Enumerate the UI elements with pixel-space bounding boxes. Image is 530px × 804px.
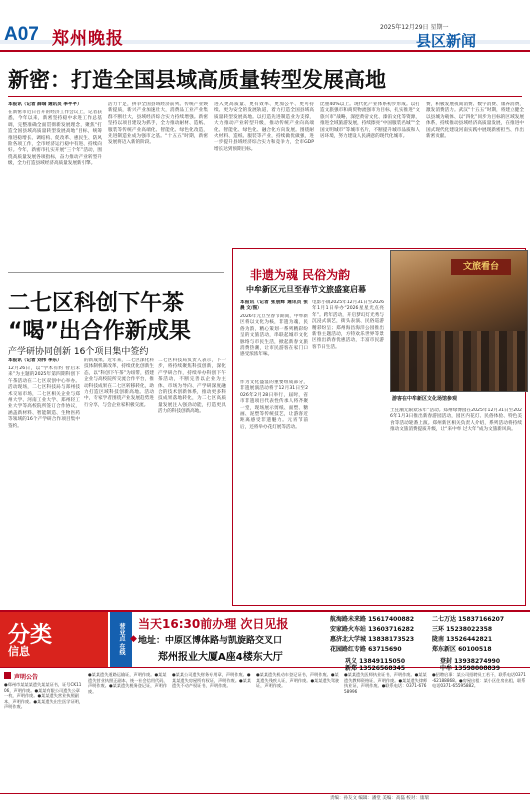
article3-col3: 电影小镇2025年12月31日至2026年1月1日举办“2026星星光点亮年”。跨年活动，开启梦幻灯光秀与沉浸式演艺，街头表演、民俗巡游精彩纷呈；郑州海昌海洋公园推出新春主题活动，方特欢乐世界等景区推出新春优惠活动，丰富市民游客节日生活。 [312, 300, 384, 350]
article3-col4: 土狂潮无限欢乐年”活动。郑州绿博园在2025年12月31日至2026年1月3日推出新春游园活动，园区内花灯、民俗体验、特色美食等活动轮番上演。郑州新区相关负责人介绍，系列活动将持续推动文旅消费提质升级，让“来中牟 过大年”成为文旅新风尚。 [390, 408, 522, 433]
paper-logo: 郑州晚报 [52, 29, 124, 49]
ad-address-2: 郑州报业大厦A座4楼东大厅 [158, 652, 283, 663]
article1-col4: 比重40%以上。现代化产业体系初步形成。以打造文旅强市和商贸物流强市为目标，扎实推进“文旅兴市”战略，深挖黄帝文化、溱洧文化等资源，推进全域旅游发展，持续擦亮“中国服装名城”“全国文明城市”等城市名片，不断提升城市品质和人居环境，努力建设人民满意的现代化城市。 [320, 102, 420, 140]
editors-line: 责编：孙友文 编辑：潘堂 美编：高磊 校对：康瑞 [330, 796, 429, 801]
classifieds-head: 声明公告 [14, 674, 39, 681]
divider [8, 272, 224, 273]
ad-headline: 当天16:30前办理 次日见报 [138, 617, 289, 631]
ad-phone: 航海路未来路 15617400882 [330, 616, 415, 623]
photo-caption: 游客在中牟新区文化场馆参观 [392, 396, 458, 402]
classifieds-col5: ●某某遗失医师执业证书，声明作废。●某某遗失教师资格证，声明作废。●某某遗失律师执业证，声明作废。●联系电话：0371-67658996 [344, 672, 428, 694]
location-icon: ◆ [130, 634, 137, 644]
ad-phone: 花园路红专路 63715690 [330, 646, 402, 653]
article2-headline-1: 二七区科创下午茶 [8, 291, 185, 316]
ad-title: 分类 [8, 623, 53, 648]
article3-col1: 2026年元旦至春节期间，中牟新区将以文化为核，非遗为魂，民俗为韵，精心策划一系列精彩纷呈的文旅活动，串联起城市文化脉络与市民生活，掀起新春文旅消费热潮，让市民游客在家门口感受浓浓年味。 [240, 314, 308, 358]
article2-headline-2: “喝”出合作新成果 [8, 319, 191, 344]
ad-phone: 中牟 13598008839 [440, 665, 501, 672]
article2-subhead: 产学研协同创新 16个项目集中签约 [8, 347, 149, 357]
article2-col1: 12月26日，以“学术有约 智启未来”为主题的2025年第四期科创下午茶活动在二七区双创中心举办。活动现场，二七区科技局与郑州技术交易市场，二七区相关企业与郑州大学、河南工业大学、郑州轻工业大学等高校院所签订合作协议，涵盖新材料、智能制造、生物医药等领域的16个产学研合作项目集中签约。 [8, 366, 80, 429]
article3-headline-2: 中牟新区元旦至春节文旅盛宴启幕 [246, 285, 366, 294]
ad-phone: 二七万达 15837166207 [432, 616, 505, 623]
ad-address-1: 地址：中原区博体路与凯旋路交叉口 [138, 636, 283, 646]
ad-label: 营业点 在线 [110, 612, 132, 667]
ad-phone: 新郑 13526568345 [345, 665, 406, 672]
article3-photo [390, 250, 528, 392]
ad-phone: 惠济北大学城 13838173523 [330, 636, 415, 643]
classifieds-col1: ●郑州市某某某遗失某某证书，证号CK1106，声明作废。●某某有限公司遗失公章一枚，声明作废。●某某遗失营业执照副本，声明作废。●某某遗失出生医学证明，声明作废。 [4, 682, 84, 710]
issue-date: 2025年12月29日 星期一 [380, 24, 449, 31]
article3-byline: 本报讯（记者 张朋辉 通讯员 张晨 文/图） [240, 300, 308, 312]
ad-phone: 陇南 13526442821 [432, 636, 493, 643]
article1-col5: 费，积极发展夜间消费、数字消费、康养消费，激发消费活力。武汉“十五五”时期，将建立健全以县城为载体、以“四化”同步为目标的区域发展体系，持续推动县域经济高质量发展，在推进中国式现代化建设河南实践中展现新密担当、作出新密贡献。 [426, 102, 524, 140]
classifieds-col3: ●某某公司遗失财务专用章，声明作废。●某某遗失房屋所有权证，声明作废。●某某遗失不动产权证书，声明作废。 [172, 672, 252, 689]
ad-phone: 三环 15238022358 [432, 626, 493, 633]
page-number: A07 [4, 24, 39, 45]
article1-byline: 本报讯（记者 薛瑞 通讯员 李芊芊） [8, 102, 82, 107]
section-title: 县区新闻 [416, 32, 477, 50]
article3-col2: 作为文化盛宴的重要组成部分，非遗展演活动将于12月31日至2026年2月28日举行，届时，省市非遗项目代表性传承人将齐聚一堂，现场展示剪纸、面塑、糖画、泥塑等传统技艺，让游客近距离感受非遗魅力。元宵节前后，还将举办花灯展等活动。 [240, 380, 308, 430]
article1-col2: 活力十足，拼争全国县域经济前列。传统产业焕新提质，新兴产业加速壮大，消费品工业产业集群不断壮大，县域经济综合实力持续增强。新密坚持以项目建设为抓手，全力推动耐材、造纸、服装等传统产业高端化、智能化、绿色化改造，先进制造业成为强市之基。“十五五”时期，新密发展将迈入新的阶段。 [108, 102, 208, 146]
ad-phone: 郑东新区 60100518 [432, 646, 492, 653]
article1-headline: 新密：打造全国县域高质量转型发展高地 [8, 68, 386, 92]
article2-col3: 二七区科技局负责人表示，下一步，将持续聚焦科技创新，深化产学研合作，持续举办科创下午茶活动，不断完善以企业为主体、市场为导向、产学研深度融合的技术创新体系，推动更多科技成果落地转化，为二七区高质量发展注入强劲动能，打造更具活力的科技创新高地。 [158, 358, 226, 415]
headline-rule [8, 96, 522, 97]
ad-phone: 登封 13938274990 [440, 658, 501, 665]
ad-phone: 安家路火车站 13603716282 [330, 626, 415, 633]
ad-subtitle: 信息 [8, 645, 30, 658]
classifieds-col2: ●某某遗失道路运输证，声明作废。●某某遗失营业执照正副本，统一社会信用代码，声明作废。●某某遗失税务登记证，声明作废。 [88, 672, 168, 694]
photo-sign: 文旅看台 [451, 259, 511, 275]
classifieds-col4: ●某某遗失机动车登记证书，声明作废。●某某遗失残疾人证，声明作废。●某某遗失驾驶证，声明作废。 [256, 672, 340, 689]
classifieds-col6: ●招聘启事：某公司招聘员工若干，联系电话0371-62188868。●房屋出租：某小区住房出租，联系电话0371-65595882。 [432, 672, 526, 689]
article2-col2: 的新成果。近年来，二七区深化科技体制机制改革，持续优化创新生态，以“科创下午茶”为纽带，搭建企业与高校院所交流合作平台，推动科技成果在二七区转移转化，助力打造区域科技创新高地。活动中，专家学者围绕产业发展趋势进行分享，与会企业家积极交流。 [84, 358, 154, 408]
page-footer [0, 793, 530, 804]
ad-phone: 巩义 13849115050 [345, 658, 406, 665]
article3-headline-1: 非遗为魂 民俗为韵 [250, 268, 351, 282]
notice-icon [4, 672, 11, 679]
photo-crowd [391, 331, 527, 391]
article1-col3: 进入更高质量、更有效率、更加公平、更可持续、更为安全的发展轨道，着力打造全国县域高质量转型发展高地。以打造先进制造业为支撑，大力推动产业转型升级，推动传统产业向高端化、智能化、绿色化、融合化方向发展。围绕耐火材料、造纸、服装等产业，持续做优做强，进一步提升县域经济综合实力和竞争力，全市GDP增长达到预期目标。 [214, 102, 314, 152]
article2-byline: 本报讯（记者 刘伟 李东） [8, 358, 62, 363]
article1-col1: 在新密市近日召开的经济工作会议上，记者获悉，今年以来，新密坚持稳中求进工作总基调，完整准确全面贯彻新发展理念，聚焦“打造全国县域高质量转型发展高地”目标，统筹推进稳增长、调结构、促改革、惠民生、防风险各项工作，全市经济运行稳中有进、持续向好。今年，新密市扎实开展“三个年”活动，围绕高质量发展各项指标，奋力推动产业转型升级，全力打造县域经济高质量发展新引擎。 [8, 110, 102, 167]
